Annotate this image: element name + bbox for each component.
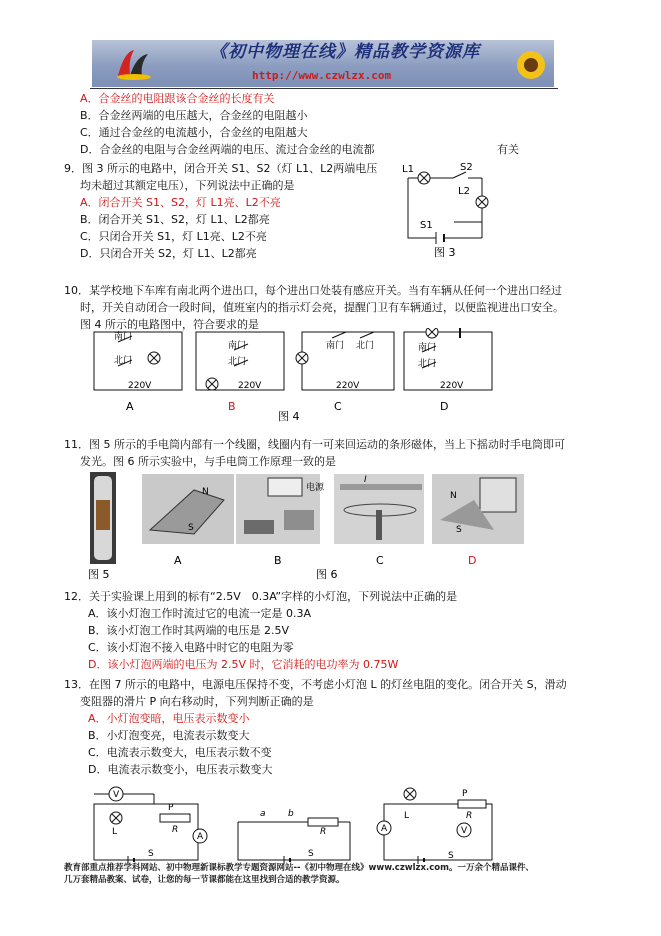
footer-text xyxy=(64,862,604,886)
fig7-right-resistor: R xyxy=(466,811,473,821)
fig3-label-l1: L1 xyxy=(402,164,414,175)
header-rule xyxy=(90,88,558,89)
fig7-mid-switch: S xyxy=(308,849,314,859)
fig3-label-s2: S2 xyxy=(460,162,473,173)
fig4a-north-label: 北门 xyxy=(114,356,133,366)
q13-option-b: B．小灯泡变亮，电流表示数变大 xyxy=(88,729,250,742)
fig7-right-slider: P xyxy=(462,789,468,799)
q12-option-c: C．该小灯泡不接入电路中时它的电阻为零 xyxy=(88,641,294,654)
q12-option-d: D．该小灯泡两端的电压为 2.5V 时，它消耗的电功率为 0.75W xyxy=(88,658,399,671)
fig6-option-d: D xyxy=(468,554,477,567)
fig5-caption: 图 5 xyxy=(88,568,110,581)
fig4c-south-label: 南门 xyxy=(326,341,345,351)
figures-5-6-photos xyxy=(84,470,524,582)
fig3-label-s1: S1 xyxy=(420,220,433,231)
q8-option-d-tail: 有关 xyxy=(497,143,519,156)
q9-stem-1: 9．图 3 所示的电路中，闭合开关 S1、S2（灯 L1、L2两端电压 xyxy=(64,162,378,175)
q13-stem-2: 变阻器的滑片 P 向右移动时，下列判断正确的是 xyxy=(80,695,314,708)
q9-option-d: D．只闭合开关 S2，灯 L1、L2都亮 xyxy=(80,247,257,260)
fig4c-voltage-label: 220V xyxy=(336,381,360,391)
q12-option-b: B．该小灯泡工作时其两端的电压是 2.5V xyxy=(88,624,290,637)
fig6-option-c: C xyxy=(376,554,384,567)
fig6d-magnet-s: S xyxy=(456,525,462,535)
fig7-left-slider: P xyxy=(168,803,174,813)
q13-option-d: D．电流表示数变小，电压表示数变大 xyxy=(88,763,273,776)
fig3-caption: 图 3 xyxy=(434,246,456,259)
fig7-mid-b: b xyxy=(288,809,294,819)
q9-option-a: A．闭合开关 S1、S2，灯 L1亮、L2不亮 xyxy=(80,196,281,209)
fig4-option-d: D xyxy=(440,400,449,413)
sunflower-icon xyxy=(514,48,548,82)
q8-option-b: B．合金丝两端的电压越大，合金丝的电阻越小 xyxy=(80,109,308,122)
fig6c-current-label: I xyxy=(364,475,367,485)
fig4d-voltage-label: 220V xyxy=(440,381,464,391)
fig7-left-lamp: L xyxy=(112,827,118,837)
fig4-option-c: C xyxy=(334,400,342,413)
q13-stem-1: 13．在图 7 所示的电路中，电源电压保持不变，不考虑小灯泡 L 的灯丝电阻的变化。闭合开关 S，滑动 xyxy=(64,678,567,691)
fig7-right-voltmeter: V xyxy=(461,826,468,836)
q8-option-c: C．通过合金丝的电流越小，合金丝的电阻越大 xyxy=(80,126,308,139)
fig4b-north-label: 北门 xyxy=(228,357,247,367)
q8-option-a: A．合金丝的电阻跟该合金丝的长度有关 xyxy=(80,92,275,105)
footer-line-2: 几万套精品教案、试卷，让您的每一节课都能在这里找到合适的教学资源。 xyxy=(64,875,345,885)
figure-3-circuit xyxy=(398,160,508,260)
q9-option-c: C．只闭合开关 S1，灯 L1亮、L2不亮 xyxy=(80,230,267,243)
header-title: 《初中物理在线》精品教学资源库 xyxy=(210,42,480,62)
fig7-left-voltmeter: V xyxy=(113,790,120,800)
fig4b-south-label: 南门 xyxy=(228,341,247,351)
q10-stem-2: 时，开关自动闭合一段时间，值班室内的指示灯会亮，提醒门卫有车辆通过，以便监视进出口安全。 xyxy=(80,301,564,314)
q9-option-b: B．闭合开关 S1、S2，灯 L1、L2都亮 xyxy=(80,213,270,226)
fig4d-south-label: 南门 xyxy=(418,343,437,353)
fig7-right-ammeter: A xyxy=(381,824,388,834)
q11-stem-2: 发光。图 6 所示实验中，与手电筒工作原理一致的是 xyxy=(80,455,336,468)
q12-option-a: A．该小灯泡工作时流过它的电流一定是 0.3A xyxy=(88,607,312,620)
fig4a-voltage-label: 220V xyxy=(128,381,152,391)
fig4c-north-label: 北门 xyxy=(356,341,375,351)
fig3-label-l2: L2 xyxy=(458,186,470,197)
fig7-mid-resistor: R xyxy=(320,827,327,837)
fig7-right-switch: S xyxy=(448,851,454,861)
fig6d-magnet-n: N xyxy=(450,491,457,501)
fig6-option-b: B xyxy=(274,554,282,567)
fig7-right-lamp: L xyxy=(404,811,410,821)
q13-option-a: A．小灯泡变暗，电压表示数变小 xyxy=(88,712,250,725)
header-banner xyxy=(92,40,554,87)
fig4d-north-label: 北门 xyxy=(418,359,437,369)
fig7-left-switch: S xyxy=(148,849,154,859)
fig4-option-b: B xyxy=(228,400,236,413)
site-logo-icon xyxy=(114,46,152,82)
q8-option-d: D．合金丝的电阻与合金丝两端的电压、流过合金丝的电流都 xyxy=(80,143,375,156)
q10-stem-3: 图 4 所示的电路图中，符合要求的是 xyxy=(80,318,259,331)
fig6a-magnet-n: N xyxy=(202,487,209,497)
fig6-option-a: A xyxy=(174,554,182,567)
fig6-caption: 图 6 xyxy=(316,568,338,581)
q12-stem: 12．关于实验课上用到的标有“2.5V 0.3A”字样的小灯泡，下列说法中正确的是 xyxy=(64,590,458,603)
fig7-left-resistor: R xyxy=(172,825,179,835)
fig4a-south-label: 南门 xyxy=(114,332,133,342)
fig4-caption: 图 4 xyxy=(278,410,300,423)
q11-stem-1: 11．图 5 所示的手电筒内部有一个线圈，线圈内有一可来回运动的条形磁体，当上下摇动时手电筒即可 xyxy=(64,438,565,451)
fig7-mid-a: a xyxy=(260,809,266,819)
fig4b-voltage-label: 220V xyxy=(238,381,262,391)
figure-7-circuits xyxy=(88,784,508,866)
q13-option-c: C．电流表示数变大，电压表示数不变 xyxy=(88,746,272,759)
figure-4-circuits xyxy=(88,328,508,424)
fig7-left-ammeter: A xyxy=(197,832,204,842)
header-url: http://www.czwlzx.com xyxy=(252,69,392,82)
q10-stem-1: 10．某学校地下车库有南北两个进出口，每个进出口处装有感应开关。当有车辆从任何一个进出口经过 xyxy=(64,284,562,297)
fig6a-magnet-s: S xyxy=(188,523,194,533)
q9-stem-2: 均未超过其额定电压），下列说法中正确的是 xyxy=(80,179,295,192)
fig6b-power-label: 电源 xyxy=(306,483,325,493)
footer-line-1: 教育部重点推荐学科网站、初中物理新课标教学专题资源网站--《初中物理在线》www.czwlzx.com。一万余个精品课件、 xyxy=(64,863,534,873)
fig4-option-a: A xyxy=(126,400,134,413)
